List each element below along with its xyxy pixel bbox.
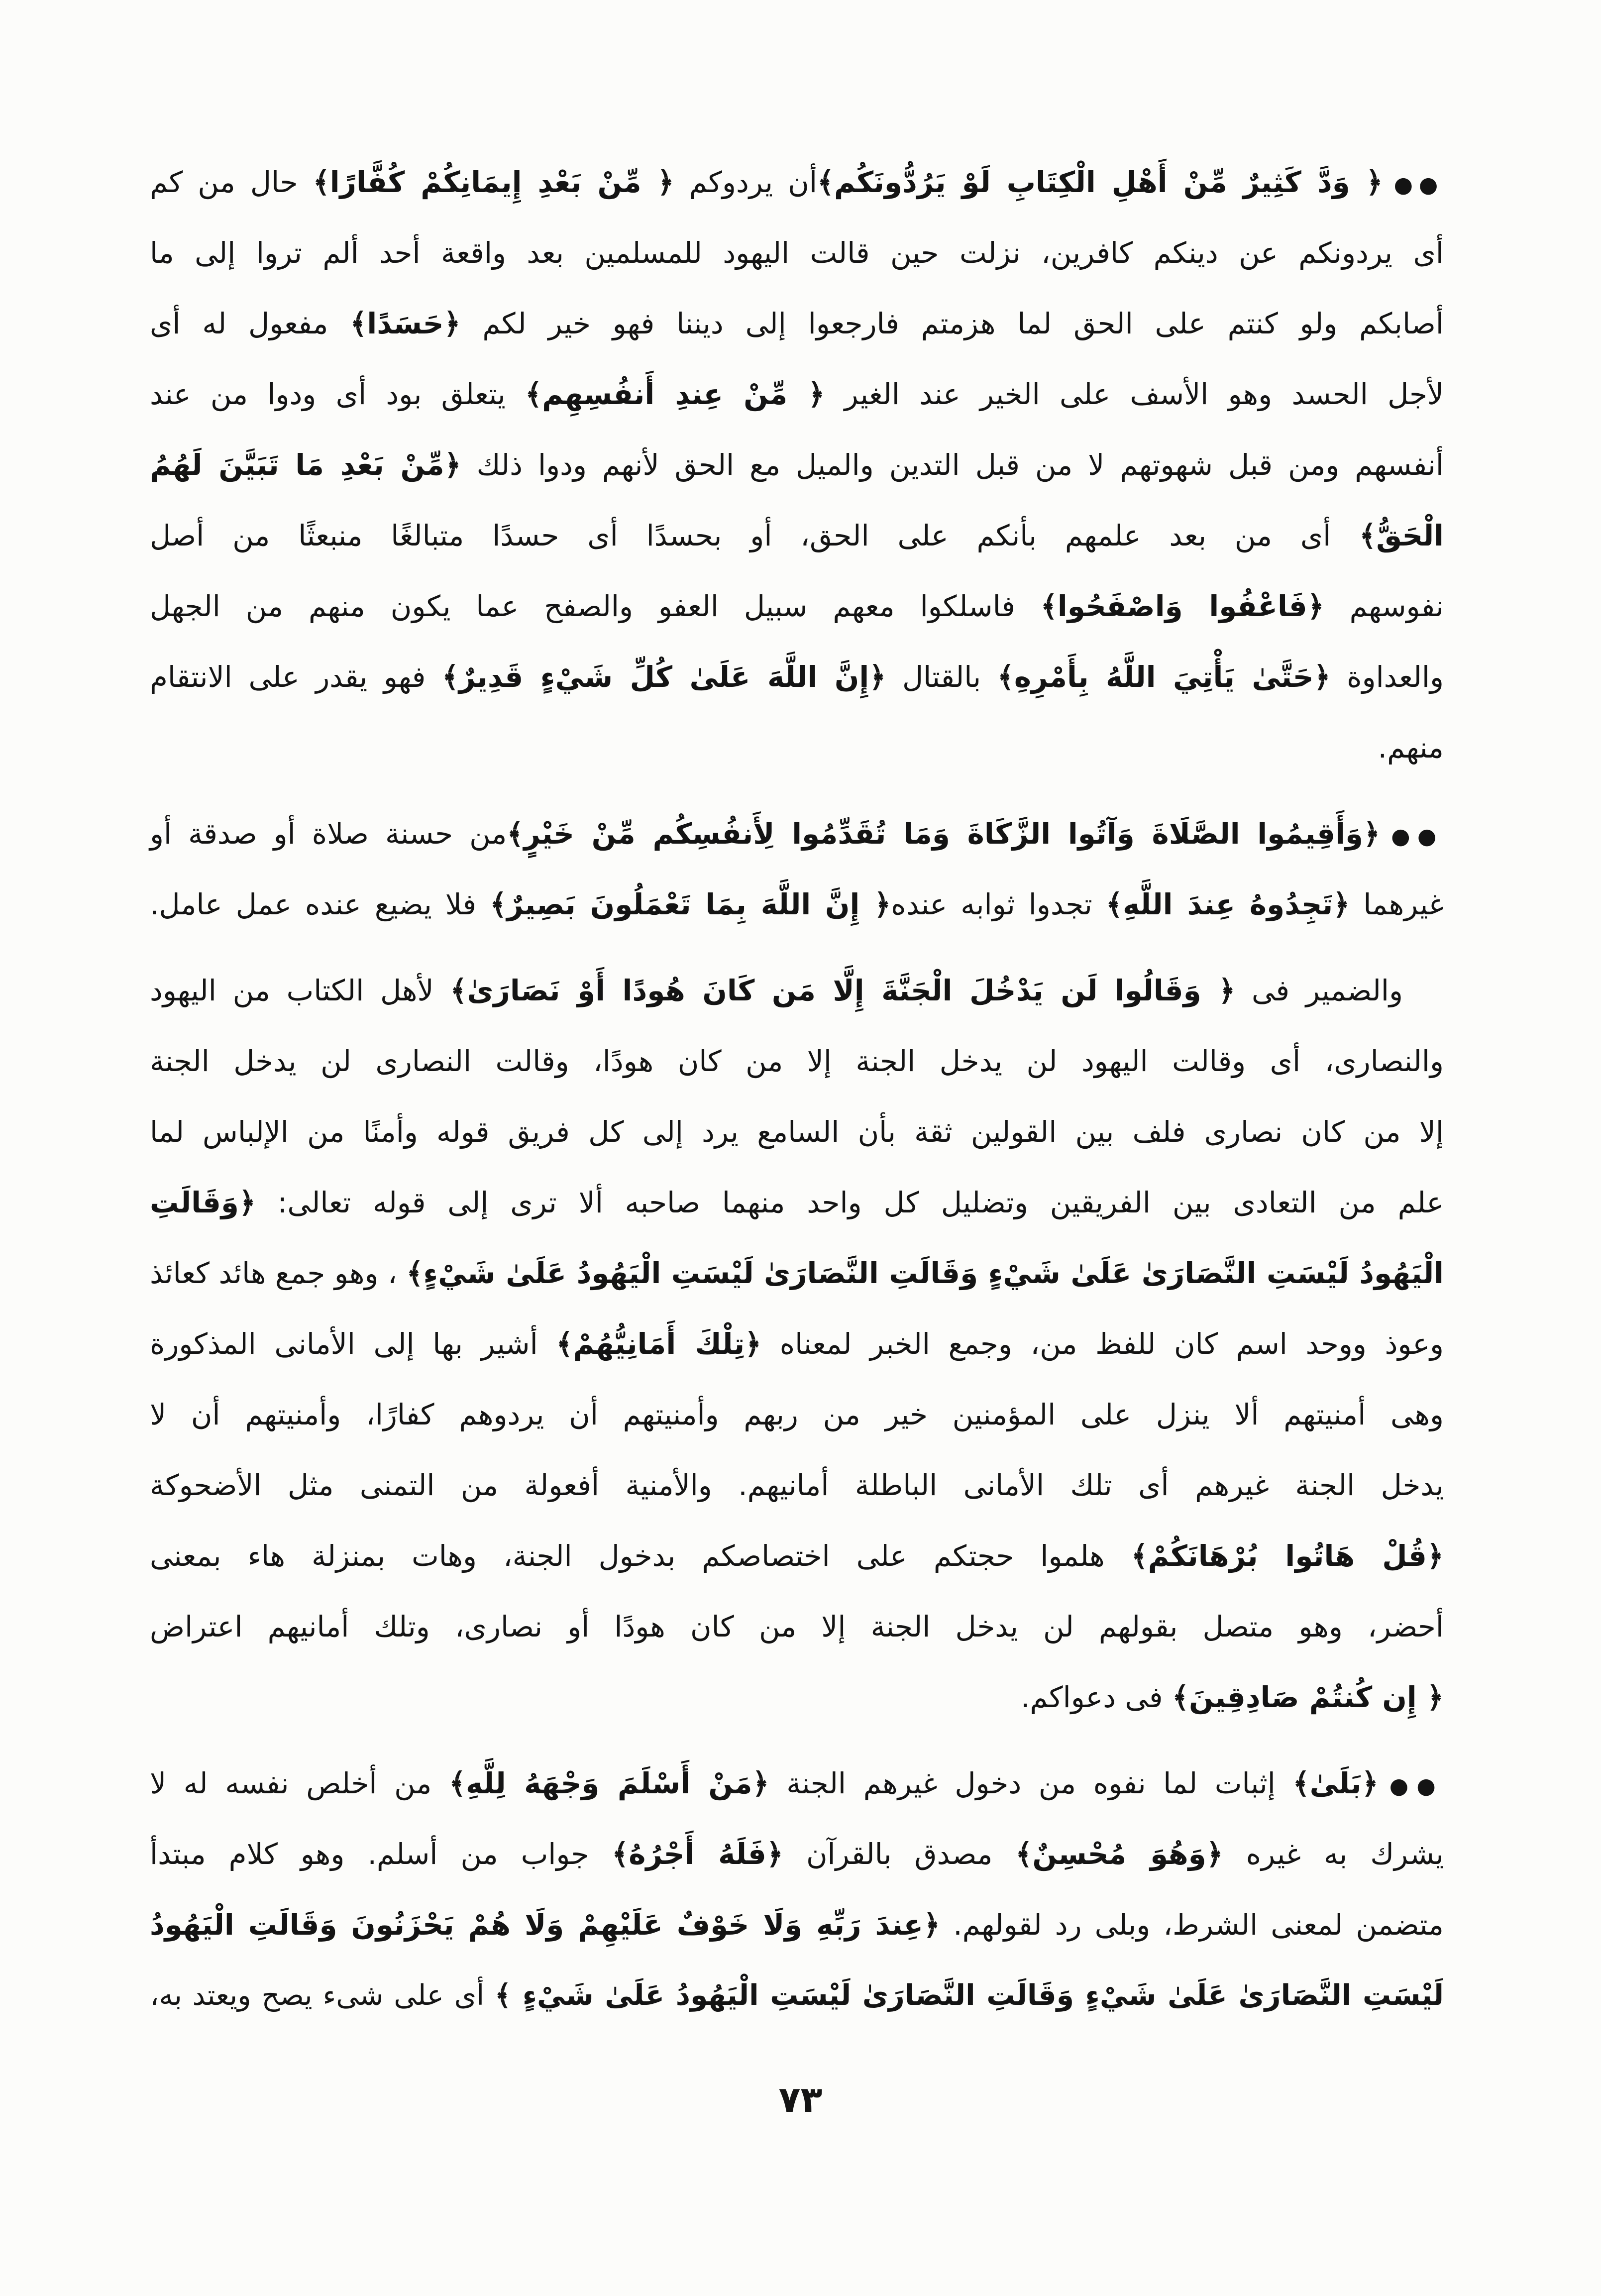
quran-quote: ﴿ مِّنْ بَعْدِ إِيمَانِكُمْ كُفَّارًا﴾: [313, 165, 674, 199]
commentary-text: منهم.: [1378, 731, 1444, 765]
quran-quote: ﴿مِّنْ بَعْدِ مَا تَبَيَّنَ لَهُمُ: [150, 448, 461, 482]
text-line: [150, 869, 1444, 940]
commentary-text: فهو يقدر على الانتقام: [150, 660, 442, 694]
quran-quote: ﴿فَاعْفُوا وَاصْفَحُوا﴾: [1040, 589, 1324, 623]
commentary-text: ، وهو جمع هائد كعائذ: [150, 1256, 407, 1290]
commentary-text: تجدوا ثوابه عنده: [891, 887, 1106, 921]
text-line: [150, 571, 1444, 642]
quran-quote: ﴿ مِّنْ عِندِ أَنفُسِهِم﴾: [525, 377, 825, 411]
text-line: [150, 1819, 1444, 1889]
commentary-text: أحضر، وهو متصل بقولهم لن يدخل الجنة إلا من كان هودًا أو نصارى، وتلك أمانيهم اعتراض: [150, 1610, 1444, 1643]
commentary-text: لأجل الحسد وهو الأسف على الخير عند الغير: [825, 377, 1444, 411]
quran-quote: ﴿ وَدَّ كَثِيرٌ مِّنْ أَهْلِ الْكِتَابِ لَوْ يَرُدُّونَكُم﴾: [817, 165, 1383, 199]
quran-quote: ﴿وَقَالَتِ: [150, 1186, 256, 1219]
text-line: [150, 500, 1444, 571]
commentary-text: مصدق بالقرآن: [783, 1837, 1016, 1871]
paragraph: [150, 147, 1444, 783]
commentary-text: فى دعواكم.: [1020, 1680, 1173, 1714]
commentary-text: فلا يضيع عنده عمل عامل.: [150, 887, 490, 921]
commentary-text: إلا من كان نصارى فلف بين القولين ثقة بأن السامع يرد إلى كل فريق قوله وأمنًا من الإلباس لما: [150, 1115, 1444, 1149]
text-line: [150, 1026, 1444, 1096]
commentary-text: لأهل الكتاب من اليهود: [150, 974, 450, 1007]
quran-quote: ﴿تَجِدُوهُ عِندَ اللَّهِ﴾: [1106, 887, 1350, 921]
commentary-text: هلموا حجتكم على اختصاصكم بدخول الجنة، وهات بمنزلة هاء بمعنى: [150, 1539, 1131, 1573]
commentary-text: يتعلق بود أى ودوا من عند: [150, 377, 526, 411]
commentary-text: أصابكم ولو كنتم على الحق لما هزمتم فارجعوا إلى ديننا فهو خير لكم: [460, 307, 1444, 340]
quran-quote: ﴿حَسَدًا﴾: [350, 307, 461, 340]
commentary-text: علم من التعادى بين الفريقين وتضليل كل واحد منهما صاحبه ألا ترى إلى قوله تعالى:: [255, 1186, 1444, 1219]
text-line: [150, 1662, 1444, 1733]
text-line: [150, 288, 1444, 359]
quran-quote: ﴿فَلَهُ أَجْرُهُ﴾: [612, 1837, 783, 1871]
commentary-text: وعوذ ووحد اسم كان للفظ من، وجمع الخبر لمعناه: [761, 1327, 1444, 1361]
commentary-text: أشير بها إلى الأمانى المذكورة: [150, 1327, 556, 1361]
quran-quote: ﴿بَلَىٰ﴾: [1292, 1766, 1379, 1800]
commentary-text: يدخل الجنة غيرهم أى تلك الأمانى الباطلة أمانيهم. والأمنية أفعولة من التمنى مثل الأضحوكة: [150, 1468, 1444, 1502]
quran-quote: ﴿تِلْكَ أَمَانِيُّهُمْ﴾: [556, 1327, 762, 1361]
quran-quote: ﴿ إِن كُنتُمْ صَادِقِينَ﴾: [1172, 1680, 1444, 1714]
commentary-text: أى يردونكم عن دينكم كافرين، نزلت حين قالت اليهود للمسلمين بعد واقعة أحد ألم تروا إلى ما: [150, 236, 1444, 270]
commentary-text: وهى أمنيتهم ألا ينزل على المؤمنين خير من ربهم وأمنيتهم أن يردوهم كفارًا، وأمنيتهم أن لا: [150, 1398, 1444, 1431]
text-line: [150, 1521, 1444, 1591]
commentary-text: مفعول له أى: [150, 307, 350, 340]
paragraph: [150, 798, 1444, 940]
commentary-text: بالقتال: [886, 660, 997, 694]
text-line: [150, 798, 1444, 869]
quran-quote: ﴿إِنَّ اللَّهَ عَلَىٰ كُلِّ شَيْءٍ قَدِيرٌ﴾: [442, 660, 886, 694]
commentary-text: أى من بعد علمهم بأنكم على الحق، أو بحسدًا أى حسدًا متبالغًا منبعثًا من أصل: [150, 519, 1360, 552]
commentary-text: يشرك به غيره: [1223, 1837, 1444, 1871]
bullet-mark: ●●: [1391, 824, 1444, 849]
text-line: [150, 1591, 1444, 1662]
bullet-mark: ●●: [1393, 172, 1444, 198]
commentary-text: نفوسهم: [1324, 589, 1444, 623]
quran-quote: ﴿ وَقَالُوا لَن يَدْخُلَ الْجَنَّةَ إِلَّا مَن كَانَ هُودًا أَوْ نَصَارَىٰ﴾: [450, 974, 1236, 1007]
text-line: [150, 1889, 1444, 1960]
quran-quote: الْحَقُّ﴾: [1359, 519, 1444, 552]
text-line: [150, 1238, 1444, 1309]
text-line: [150, 1096, 1444, 1167]
commentary-text: والضمير فى: [1235, 974, 1403, 1007]
text-line: [150, 712, 1444, 783]
text-line: [150, 955, 1444, 1026]
text-line: [150, 430, 1444, 500]
quran-quote: ﴿قُلْ هَاتُوا بُرْهَانَكُمْ﴾: [1131, 1539, 1444, 1573]
commentary-text: أن يردوكم: [674, 165, 817, 199]
text-line: [150, 147, 1444, 218]
quran-quote: ﴿مَنْ أَسْلَمَ وَجْهَهُ لِلَّهِ﴾: [449, 1766, 769, 1800]
text-line: [150, 1960, 1444, 2031]
commentary-text: جواب من أسلم. وهو كلام مبتدأ: [150, 1837, 612, 1871]
text-line: [150, 359, 1444, 430]
commentary-text: إثبات لما نفوه من دخول غيرهم الجنة: [769, 1766, 1293, 1800]
commentary-text: والعداوة: [1330, 660, 1444, 694]
commentary-text: حال من كم: [150, 165, 313, 199]
quran-quote: ﴿وَأَقِيمُوا الصَّلَاةَ وَآتُوا الزَّكَاةَ وَمَا تُقَدِّمُوا لِأَنفُسِكُم مِّنْ خَيْرٍ﴾: [507, 817, 1381, 851]
text-line: [150, 1748, 1444, 1819]
commentary-text: أنفسهم ومن قبل شهوتهم لا من قبل التدين والميل مع الحق لأنهم ودوا ذلك: [461, 448, 1444, 482]
text-line: [150, 1379, 1444, 1450]
paragraph: [150, 1748, 1444, 2031]
text-line: [150, 1309, 1444, 1379]
commentary-text: متضمن لمعنى الشرط، وبلى رد لقولهم.: [940, 1908, 1444, 1942]
commentary-text: فاسلكوا معهم سبيل العفو والصفح عما يكون منهم من الجهل: [150, 589, 1041, 623]
quran-quote: ﴿عِندَ رَبِّهِ وَلَا خَوْفٌ عَلَيْهِمْ وَلَا هُمْ يَحْزَنُونَ وَقَالَتِ الْيَهُودُ: [150, 1908, 941, 1942]
commentary-text: من حسنة صلاة أو صدقة أو: [150, 817, 507, 851]
quran-quote: الْيَهُودُ لَيْسَتِ النَّصَارَىٰ عَلَىٰ شَيْءٍ وَقَالَتِ النَّصَارَىٰ لَيْسَتِ الْيَهُودُ عَلَىٰ شَيْءٍ﴾: [406, 1256, 1444, 1290]
page-number: ٧٣: [778, 2078, 823, 2120]
paragraph: [150, 955, 1444, 1733]
commentary-text: غيرهما: [1350, 887, 1444, 921]
text-line: [150, 1450, 1444, 1521]
commentary-text: والنصارى، أى وقالت اليهود لن يدخل الجنة إلا من كان هودًا، وقالت النصارى لن يدخل الجنة: [150, 1044, 1444, 1078]
text-line: [150, 642, 1444, 712]
quran-quote: ﴿حَتَّىٰ يَأْتِيَ اللَّهُ بِأَمْرِهِ﴾: [997, 660, 1331, 694]
bullet-mark: ●●: [1389, 1773, 1444, 1799]
commentary-text: من أخلص نفسه له لا: [150, 1766, 449, 1800]
text-line: [150, 218, 1444, 288]
text-line: [150, 1167, 1444, 1238]
text-block: [150, 147, 1444, 2046]
quran-quote: ﴿وَهُوَ مُحْسِنٌ﴾: [1015, 1837, 1223, 1871]
commentary-text: أى على شىء يصح ويعتد به،: [150, 1979, 495, 2012]
quran-quote: ﴿ إِنَّ اللَّهَ بِمَا تَعْمَلُونَ بَصِيرٌ﴾: [490, 887, 891, 921]
quran-quote: لَيْسَتِ النَّصَارَىٰ عَلَىٰ شَيْءٍ وَقَالَتِ النَّصَارَىٰ لَيْسَتِ الْيَهُودُ عَلَىٰ شَيْءٍ ﴾: [494, 1979, 1444, 2012]
